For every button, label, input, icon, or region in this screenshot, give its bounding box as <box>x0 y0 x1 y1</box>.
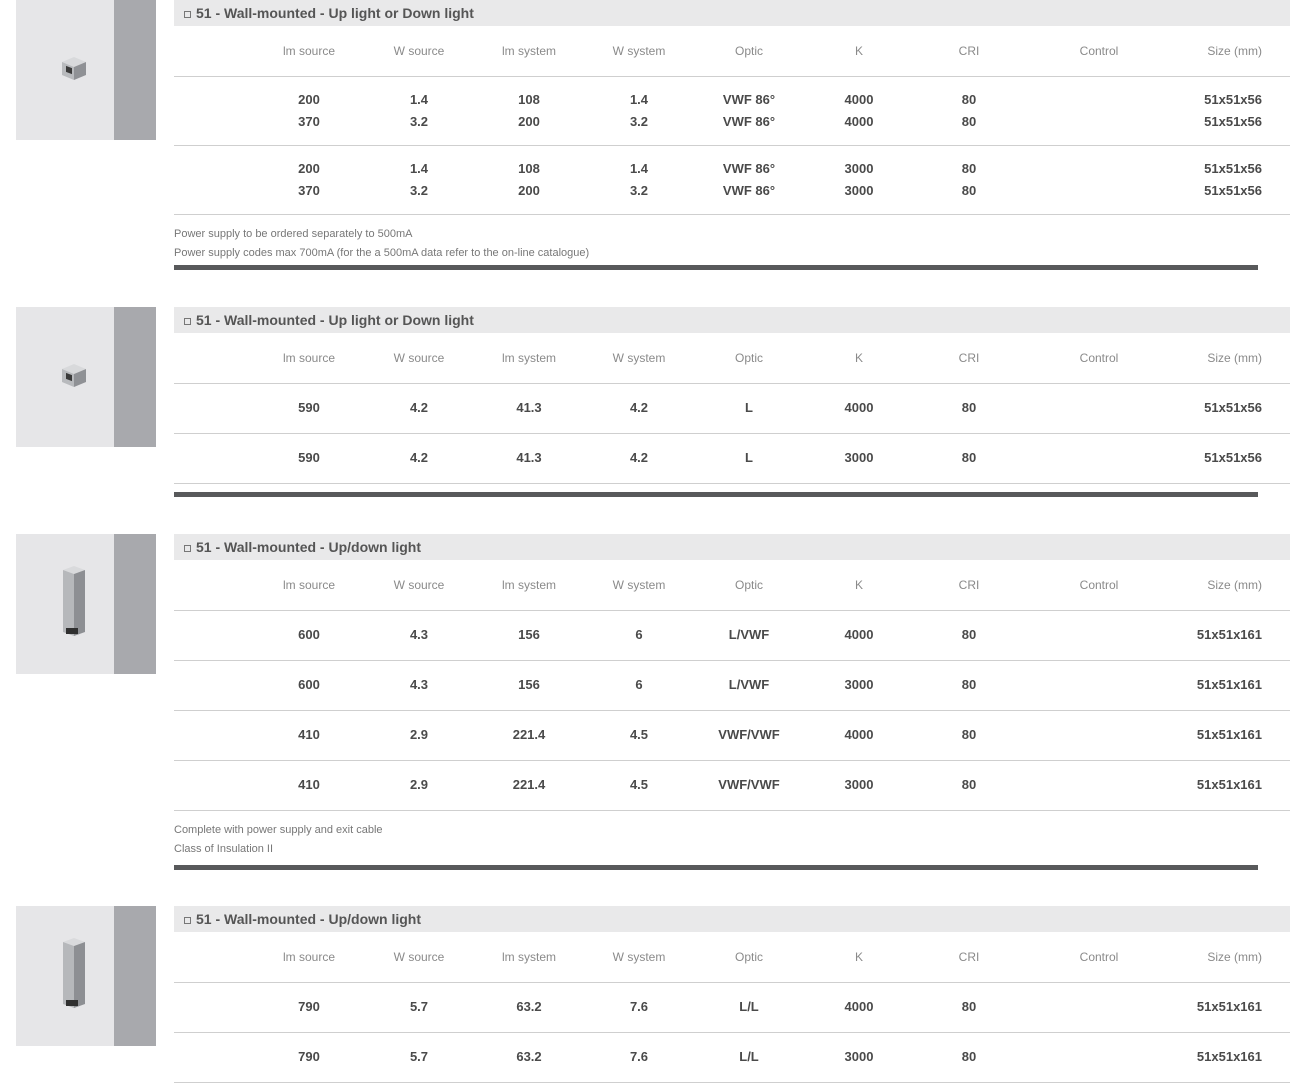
thumbnail-stripe <box>114 0 156 140</box>
table-header-row <box>174 560 1290 610</box>
cell-value: 370 <box>298 113 320 129</box>
cell-w-source <box>364 982 474 1032</box>
lead-cell <box>174 760 254 810</box>
cell-cri <box>914 710 1024 760</box>
cell-value: 1.4 <box>629 91 649 107</box>
cell-value: 51x51x56 <box>1204 91 1262 107</box>
spec-table <box>174 333 1290 484</box>
cell-k <box>804 660 914 710</box>
cell-k <box>804 1032 914 1082</box>
cell-w-source <box>364 383 474 433</box>
cell-value: 4.2 <box>629 400 649 415</box>
cell-w-source <box>364 760 474 810</box>
cell-value: 156 <box>518 677 540 692</box>
cell-value: 6 <box>635 677 643 692</box>
cell-size <box>1174 610 1290 660</box>
cell-size <box>1174 433 1290 483</box>
cell-value: 4.3 <box>409 627 429 642</box>
table-row[interactable] <box>174 76 1290 145</box>
column-header: Optic <box>694 560 804 610</box>
cell-optic <box>694 145 804 214</box>
lead-header <box>174 26 254 76</box>
tall-lamp-icon <box>59 936 89 1017</box>
cell-size <box>1174 383 1290 433</box>
cell-cri <box>914 383 1024 433</box>
cell-w-system <box>584 383 694 433</box>
cell-lm-system <box>474 433 584 483</box>
cell-value: VWF/VWF <box>718 777 780 792</box>
cell-value: 80 <box>961 91 977 107</box>
cell-value: 6 <box>635 627 643 642</box>
cell-value: 51x51x161 <box>1196 999 1262 1014</box>
cell-k <box>804 145 914 214</box>
cell-value: 108 <box>518 160 540 176</box>
cell-w-system <box>584 76 694 145</box>
cell-cri <box>914 660 1024 710</box>
column-header: lm system <box>474 26 584 76</box>
note-text: Power supply codes max 700mA (for the a 500mA data refer to the on-line catalogue) <box>174 246 590 259</box>
cell-value: 4000 <box>844 400 874 415</box>
cell-value: 51x51x161 <box>1196 777 1262 792</box>
cell-value: 2.9 <box>409 727 429 742</box>
cell-cri <box>914 760 1024 810</box>
cell-value: 200 <box>518 113 540 129</box>
section-divider <box>174 865 1258 870</box>
cell-w-system <box>584 1032 694 1082</box>
cell-size <box>1174 760 1290 810</box>
column-header: CRI <box>914 932 1024 982</box>
cell-lm-source <box>254 1032 364 1082</box>
column-header: W source <box>364 932 474 982</box>
product-thumbnail[interactable] <box>16 906 156 1046</box>
lead-header <box>174 333 254 383</box>
cell-value: 80 <box>961 677 977 692</box>
cell-control <box>1024 982 1174 1032</box>
product-titlebar[interactable] <box>174 534 1290 560</box>
column-header: W source <box>364 333 474 383</box>
lead-cell <box>174 710 254 760</box>
table-header-row <box>174 26 1290 76</box>
cell-value: 63.2 <box>516 1049 542 1064</box>
cell-control <box>1024 660 1174 710</box>
cell-value: 221.4 <box>512 777 546 792</box>
lead-cell <box>174 145 254 214</box>
checkbox-icon[interactable] <box>184 917 191 924</box>
cell-value: 790 <box>298 1049 320 1064</box>
cell-value: 4.2 <box>629 450 649 465</box>
cell-lm-system <box>474 383 584 433</box>
cell-value: VWF 86° <box>722 160 776 176</box>
column-header: Optic <box>694 932 804 982</box>
product-titlebar[interactable] <box>174 307 1290 333</box>
cell-value: 51x51x56 <box>1204 113 1262 129</box>
cell-value: 4.3 <box>409 677 429 692</box>
cell-value: 3000 <box>844 450 874 465</box>
cell-size <box>1174 982 1290 1032</box>
product-title: 51 - Wall-mounted - Up/down light <box>196 911 422 927</box>
column-header: lm system <box>474 932 584 982</box>
table-row[interactable] <box>174 982 1290 1032</box>
cell-k <box>804 383 914 433</box>
cell-value: 4.5 <box>629 727 649 742</box>
column-header: W system <box>584 333 694 383</box>
cell-value: VWF 86° <box>722 182 776 198</box>
cell-value: 41.3 <box>516 400 542 415</box>
cell-value: 3.2 <box>629 182 649 198</box>
cell-value: 41.3 <box>516 450 542 465</box>
cell-control <box>1024 145 1174 214</box>
column-header: W source <box>364 560 474 610</box>
spec-table <box>174 932 1290 1083</box>
cell-value: L/L <box>739 999 759 1014</box>
cell-value: L <box>745 450 753 465</box>
cell-value: 2.9 <box>409 777 429 792</box>
cell-value: 3000 <box>844 160 874 176</box>
cell-value: 221.4 <box>512 727 546 742</box>
section-divider <box>174 492 1258 497</box>
cell-optic <box>694 610 804 660</box>
thumbnail-stripe <box>114 307 156 447</box>
product-content <box>174 906 1290 1083</box>
cell-value: 590 <box>298 400 320 415</box>
column-header: Size (mm) <box>1174 333 1290 383</box>
section-divider <box>174 265 1258 270</box>
cell-optic <box>694 76 804 145</box>
cell-w-system <box>584 760 694 810</box>
cell-w-source <box>364 1032 474 1082</box>
cell-size <box>1174 1032 1290 1082</box>
cell-value: 63.2 <box>516 999 542 1014</box>
cell-value: 4000 <box>844 91 874 107</box>
cell-lm-source <box>254 76 364 145</box>
lead-cell <box>174 383 254 433</box>
product-notes <box>174 821 1290 859</box>
cell-value: 1.4 <box>629 160 649 176</box>
cell-value: L <box>745 400 753 415</box>
cell-value: 600 <box>298 677 320 692</box>
cell-k <box>804 710 914 760</box>
column-header: W system <box>584 932 694 982</box>
spec-table <box>174 26 1290 215</box>
note-text: Complete with power supply and exit cable <box>174 823 383 836</box>
lead-cell <box>174 610 254 660</box>
cell-value: 4000 <box>844 727 874 742</box>
column-header: K <box>804 560 914 610</box>
column-header: lm source <box>254 560 364 610</box>
cell-value: 5.7 <box>409 999 429 1014</box>
cube-lamp-icon <box>58 52 90 89</box>
table-row[interactable] <box>174 145 1290 214</box>
cell-value: 4.2 <box>409 400 429 415</box>
cell-control <box>1024 1032 1174 1082</box>
cell-value: VWF 86° <box>722 113 776 129</box>
cell-value: 80 <box>961 160 977 176</box>
cell-lm-source <box>254 433 364 483</box>
column-header: K <box>804 26 914 76</box>
column-header: Size (mm) <box>1174 932 1290 982</box>
cell-lm-system <box>474 76 584 145</box>
column-header: lm system <box>474 333 584 383</box>
thumbnail-stripe <box>114 906 156 1046</box>
table-header-row <box>174 932 1290 982</box>
note-text: Power supply to be ordered separately to 500mA <box>174 227 413 240</box>
note-text: Class of Insulation II <box>174 842 274 855</box>
cell-w-system <box>584 660 694 710</box>
column-header: Control <box>1024 560 1174 610</box>
cell-value: 80 <box>961 450 977 465</box>
cell-optic <box>694 1032 804 1082</box>
column-header: K <box>804 333 914 383</box>
cell-lm-source <box>254 383 364 433</box>
cell-size <box>1174 710 1290 760</box>
cell-value: 51x51x161 <box>1196 727 1262 742</box>
lead-cell <box>174 982 254 1032</box>
cell-lm-system <box>474 760 584 810</box>
cell-w-source <box>364 710 474 760</box>
cell-control <box>1024 710 1174 760</box>
column-header: CRI <box>914 333 1024 383</box>
product-thumbnail[interactable] <box>16 534 156 674</box>
cell-value: 3000 <box>844 777 874 792</box>
cube-lamp-icon <box>58 359 90 396</box>
column-header: K <box>804 932 914 982</box>
cell-size <box>1174 76 1290 145</box>
cell-lm-system <box>474 145 584 214</box>
cell-value: 80 <box>961 1049 977 1064</box>
cell-w-system <box>584 982 694 1032</box>
cell-value: 370 <box>298 182 320 198</box>
cell-value: 200 <box>298 160 320 176</box>
cell-value: 51x51x56 <box>1204 400 1262 415</box>
cell-cri <box>914 76 1024 145</box>
cell-value: 7.6 <box>629 999 649 1014</box>
cell-w-system <box>584 145 694 214</box>
cell-value: 410 <box>298 777 320 792</box>
cell-value: 51x51x161 <box>1196 1049 1262 1064</box>
table-row[interactable] <box>174 433 1290 483</box>
cell-value: L/VWF <box>728 677 770 692</box>
cell-size <box>1174 660 1290 710</box>
column-header: Optic <box>694 26 804 76</box>
cell-value: 200 <box>518 182 540 198</box>
product-titlebar[interactable] <box>174 0 1290 26</box>
thumbnail-stripe <box>114 534 156 674</box>
column-header: Control <box>1024 333 1174 383</box>
cell-control <box>1024 433 1174 483</box>
cell-lm-system <box>474 660 584 710</box>
cell-value: 4.2 <box>409 450 429 465</box>
spec-table <box>174 560 1290 811</box>
cell-control <box>1024 610 1174 660</box>
lead-cell <box>174 76 254 145</box>
cell-value: 3.2 <box>629 113 649 129</box>
cell-value: 80 <box>961 999 977 1014</box>
cell-value: 156 <box>518 627 540 642</box>
table-header-row <box>174 333 1290 383</box>
cell-value: 51x51x161 <box>1196 677 1262 692</box>
tall-lamp-icon <box>59 564 89 645</box>
cell-value: 3.2 <box>409 113 429 129</box>
cell-value: 4000 <box>844 113 874 129</box>
column-header: Control <box>1024 932 1174 982</box>
checkbox-icon[interactable] <box>184 545 191 552</box>
cell-size <box>1174 145 1290 214</box>
cell-optic <box>694 710 804 760</box>
table-row[interactable] <box>174 760 1290 810</box>
cell-value: 108 <box>518 91 540 107</box>
cell-value: 3000 <box>844 1049 874 1064</box>
column-header: Size (mm) <box>1174 26 1290 76</box>
cell-value: 80 <box>961 113 977 129</box>
cell-w-source <box>364 610 474 660</box>
lead-cell <box>174 433 254 483</box>
cell-w-system <box>584 610 694 660</box>
cell-value: 3.2 <box>409 182 429 198</box>
cell-lm-source <box>254 982 364 1032</box>
lead-cell <box>174 1032 254 1082</box>
cell-k <box>804 433 914 483</box>
cell-w-source <box>364 145 474 214</box>
cell-lm-source <box>254 610 364 660</box>
product-notes <box>174 225 1290 263</box>
column-header: lm source <box>254 333 364 383</box>
column-header: W system <box>584 26 694 76</box>
column-header: W system <box>584 560 694 610</box>
cell-lm-system <box>474 710 584 760</box>
cell-value: 3000 <box>844 677 874 692</box>
cell-value: 51x51x161 <box>1196 627 1262 642</box>
product-thumbnail[interactable] <box>16 0 156 140</box>
cell-lm-source <box>254 660 364 710</box>
cell-value: 51x51x56 <box>1204 182 1262 198</box>
cell-value: 4000 <box>844 999 874 1014</box>
cell-value: 4000 <box>844 627 874 642</box>
cell-k <box>804 610 914 660</box>
cell-lm-system <box>474 982 584 1032</box>
cell-value: 590 <box>298 450 320 465</box>
cell-w-system <box>584 433 694 483</box>
table-row[interactable] <box>174 710 1290 760</box>
cell-optic <box>694 982 804 1032</box>
column-header: lm source <box>254 26 364 76</box>
cell-w-system <box>584 710 694 760</box>
product-title: 51 - Wall-mounted - Up light or Down light <box>196 5 474 21</box>
column-header: CRI <box>914 560 1024 610</box>
cell-optic <box>694 383 804 433</box>
cell-w-source <box>364 660 474 710</box>
cell-value: L/L <box>739 1049 759 1064</box>
product-content <box>174 307 1290 484</box>
cell-control <box>1024 76 1174 145</box>
cell-value: L/VWF <box>728 627 770 642</box>
column-header: Size (mm) <box>1174 560 1290 610</box>
cell-value: VWF/VWF <box>718 727 780 742</box>
cell-optic <box>694 760 804 810</box>
checkbox-icon[interactable] <box>184 318 191 325</box>
cell-value: VWF 86° <box>722 91 776 107</box>
cell-w-source <box>364 433 474 483</box>
cell-k <box>804 982 914 1032</box>
cell-value: 80 <box>961 182 977 198</box>
cell-value: 7.6 <box>629 1049 649 1064</box>
cell-lm-source <box>254 145 364 214</box>
table-row[interactable] <box>174 1032 1290 1082</box>
product-content <box>174 534 1290 859</box>
cell-value: 410 <box>298 727 320 742</box>
cell-value: 80 <box>961 627 977 642</box>
product-thumbnail[interactable] <box>16 307 156 447</box>
lead-cell <box>174 660 254 710</box>
product-title: 51 - Wall-mounted - Up light or Down light <box>196 312 474 328</box>
cell-value: 1.4 <box>409 160 429 176</box>
cell-value: 4.5 <box>629 777 649 792</box>
cell-value: 200 <box>298 91 320 107</box>
cell-value: 600 <box>298 627 320 642</box>
table-row[interactable] <box>174 610 1290 660</box>
cell-lm-system <box>474 610 584 660</box>
cell-k <box>804 760 914 810</box>
cell-control <box>1024 383 1174 433</box>
table-row[interactable] <box>174 660 1290 710</box>
lead-header <box>174 932 254 982</box>
cell-optic <box>694 660 804 710</box>
cell-value: 51x51x56 <box>1204 160 1262 176</box>
cell-value: 3000 <box>844 182 874 198</box>
cell-value: 1.4 <box>409 91 429 107</box>
cell-lm-source <box>254 760 364 810</box>
cell-w-source <box>364 76 474 145</box>
column-header: Control <box>1024 26 1174 76</box>
cell-value: 80 <box>961 727 977 742</box>
cell-cri <box>914 145 1024 214</box>
cell-cri <box>914 610 1024 660</box>
cell-value: 80 <box>961 777 977 792</box>
column-header: W source <box>364 26 474 76</box>
column-header: lm source <box>254 932 364 982</box>
cell-value: 790 <box>298 999 320 1014</box>
cell-value: 51x51x56 <box>1204 450 1262 465</box>
column-header: CRI <box>914 26 1024 76</box>
cell-lm-source <box>254 710 364 760</box>
cell-k <box>804 76 914 145</box>
table-row[interactable] <box>174 383 1290 433</box>
cell-cri <box>914 433 1024 483</box>
cell-cri <box>914 982 1024 1032</box>
cell-cri <box>914 1032 1024 1082</box>
column-header: Optic <box>694 333 804 383</box>
column-header: lm system <box>474 560 584 610</box>
checkbox-icon[interactable] <box>184 11 191 18</box>
cell-optic <box>694 433 804 483</box>
product-titlebar[interactable] <box>174 906 1290 932</box>
product-title: 51 - Wall-mounted - Up/down light <box>196 539 422 555</box>
cell-value: 5.7 <box>409 1049 429 1064</box>
cell-control <box>1024 760 1174 810</box>
product-content <box>174 0 1290 263</box>
cell-value: 80 <box>961 400 977 415</box>
lead-header <box>174 560 254 610</box>
cell-lm-system <box>474 1032 584 1082</box>
